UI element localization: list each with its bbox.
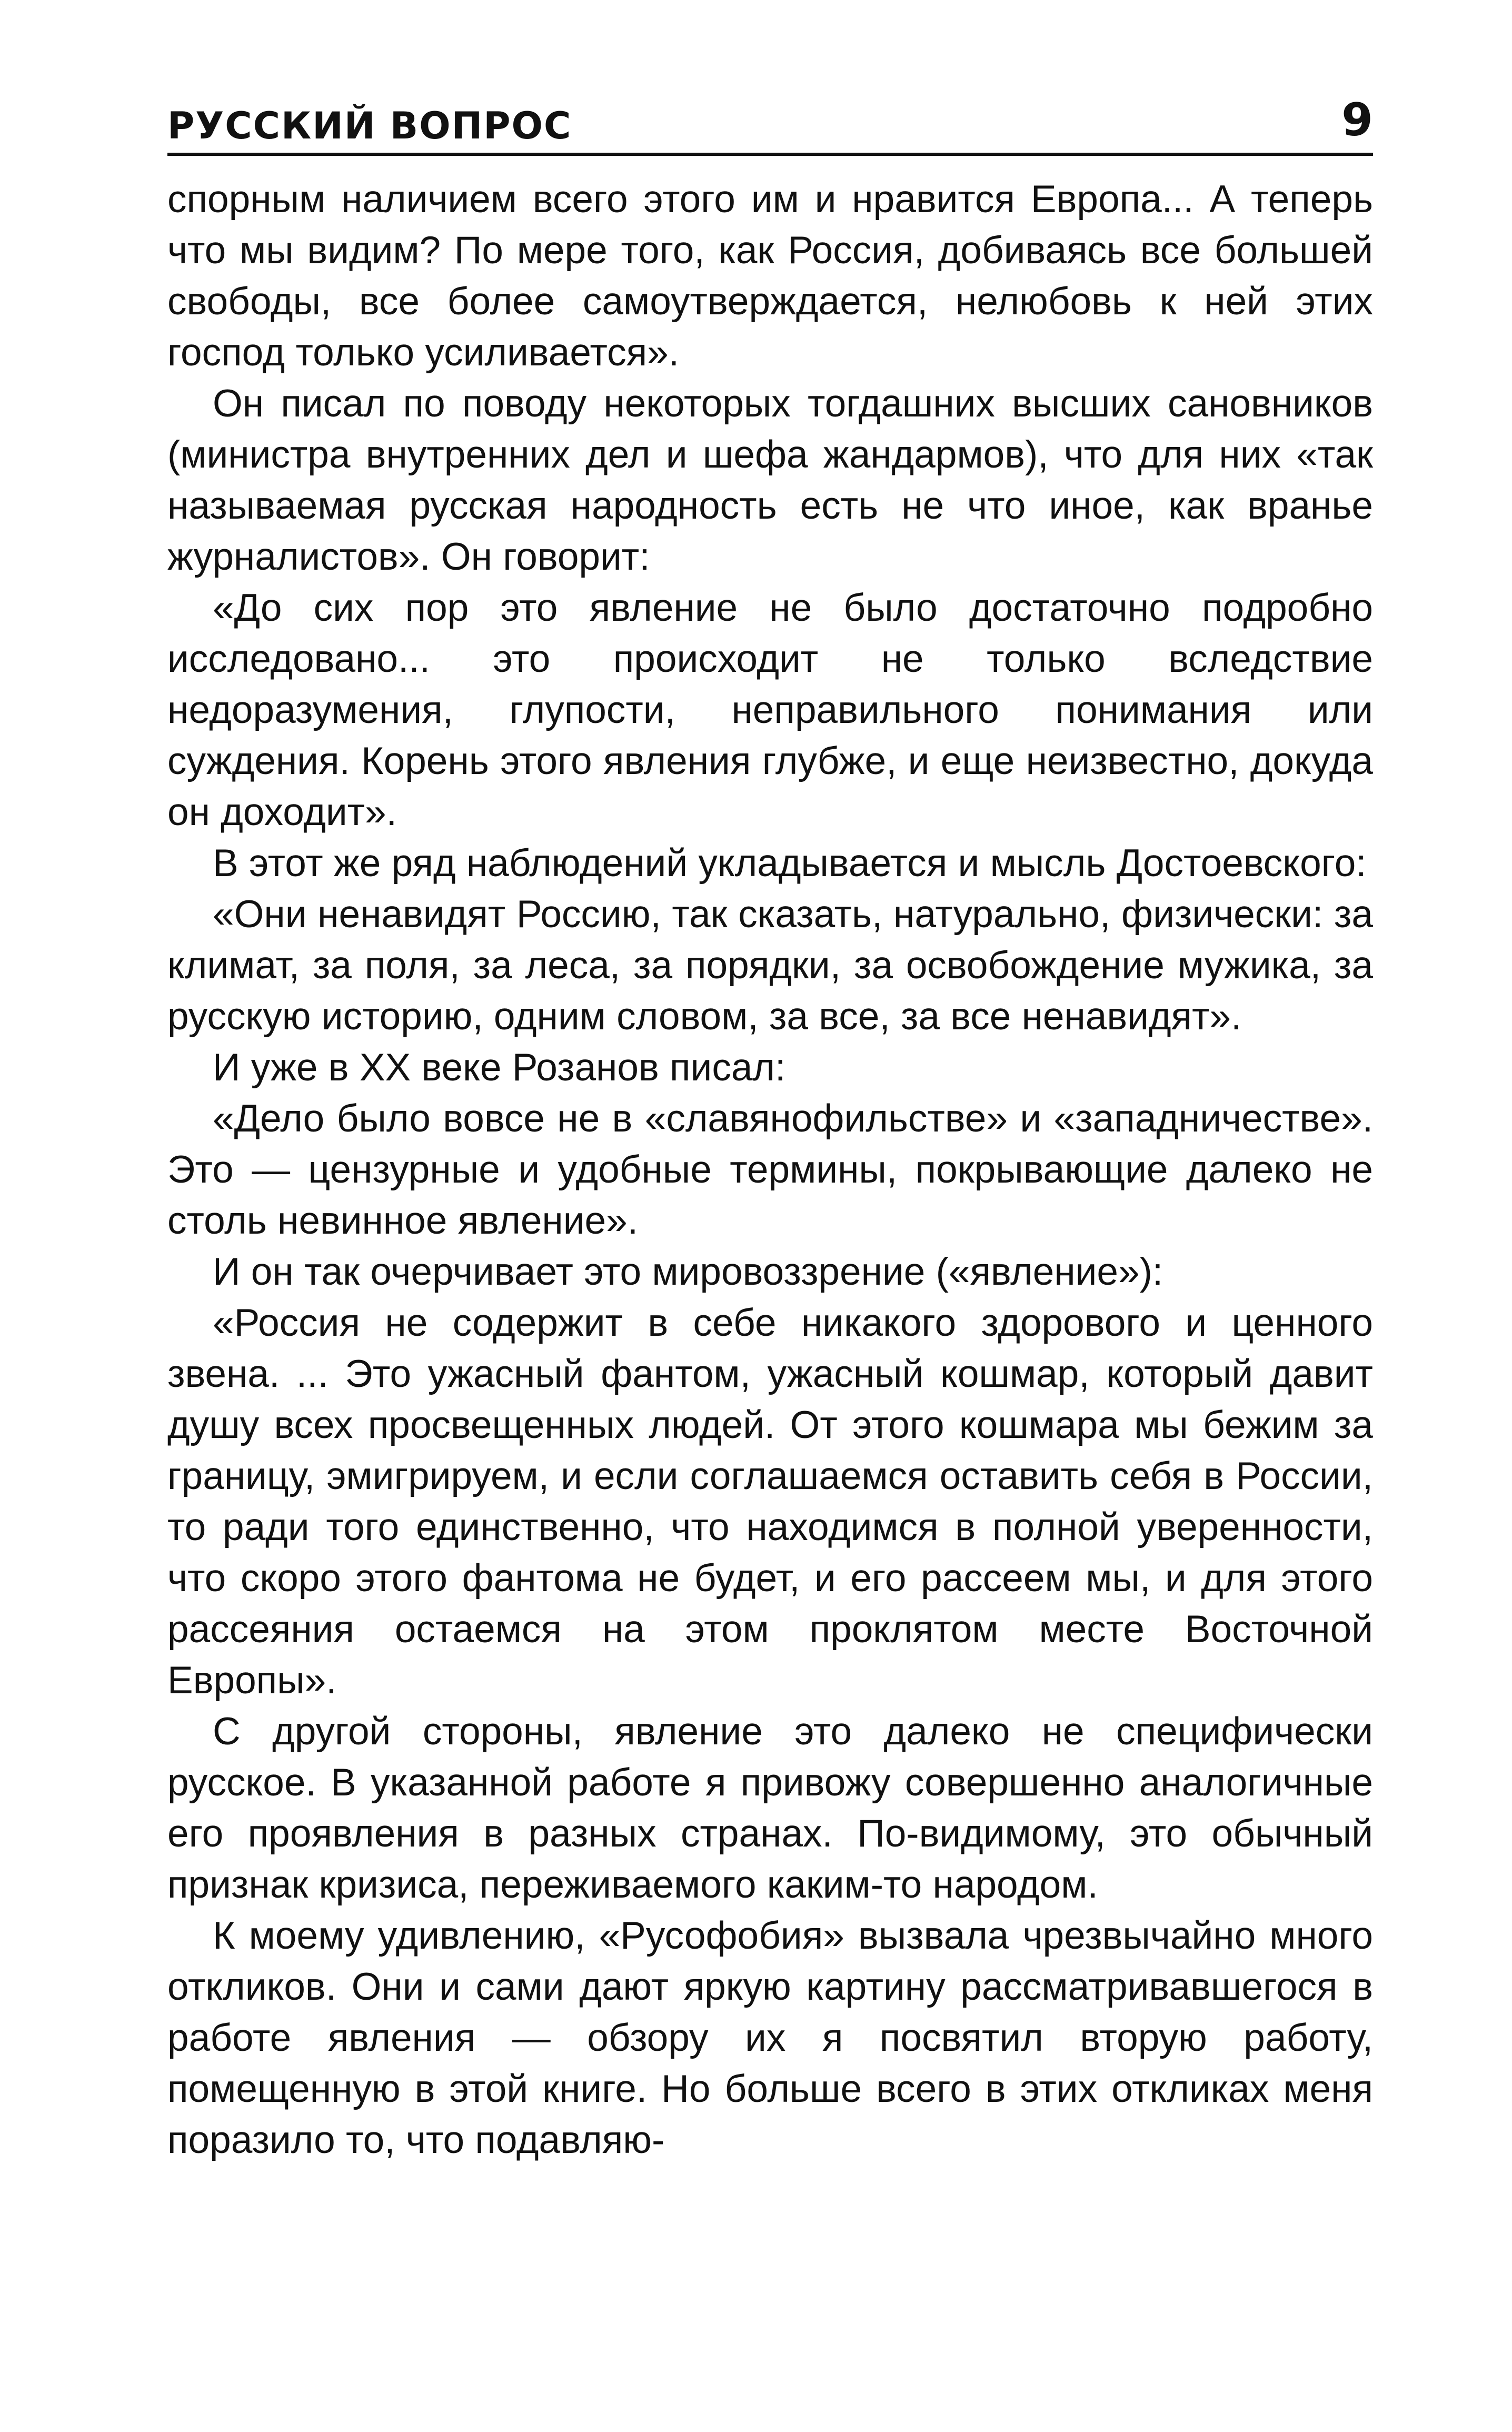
paragraph: Он писал по поводу некоторых тогдашних высших сановников (министра внутренних дел и шефа жандармов), что для них «так называемая русская народность есть не что иное, как вранье журналистов». Он говорит:: [167, 382, 1373, 578]
running-header: [167, 95, 1373, 156]
paragraph: спорным наличием всего этого им и нравится Европа... А теперь что мы видим? По мере того, как Россия, добиваясь все большей свободы, все более самоутверждается, нелюбовь к ней этих господ только усиливается».: [167, 178, 1373, 374]
quote-paragraph: «До сих пор это явление не было достаточно подробно исследовано... это происходит не только вследствие недоразумения, глупости, неправильного понимания или суждения. Корень этого явления глубже, и еще неизвестно, докуда он доходит».: [167, 587, 1373, 833]
paragraph: И он так очерчивает это мировоззрение («явление»):: [213, 1250, 1163, 1293]
body-text: [167, 174, 1373, 2166]
quote-paragraph: «Россия не содержит в себе никакого здорового и ценного звена. ... Это ужасный фантом, ужасный кошмар, который давит душу всех просвещенных людей. От этого кошмара мы бежим за границу, эмигрируем, и если соглашаемся оставить себя в России, то ради того единственно, что находимся в полной уверенности, что скоро этого фантома не будет, и его рассеем мы, и для этого рассеяния остаемся на этом проклятом месте Восточной Европы».: [167, 1302, 1373, 1702]
paragraph: В этот же ряд наблюдений укладывается и мысль Достоевского:: [213, 842, 1367, 885]
paragraph: С другой стороны, явление это далеко не специфически русское. В указанной работе я привожу совершенно аналогичные его проявления в разных странах. По-видимому, это обычный признак кризиса, переживаемого каким-то народом.: [167, 1710, 1373, 1906]
running-title: РУССКИЙ ВОПРОС: [167, 104, 572, 147]
quote-paragraph: «Дело было вовсе не в «славянофильстве» и «западничестве». Это — цензурные и удобные термины, покрывающие далеко не столь невинное явление».: [167, 1097, 1373, 1242]
page-number: 9: [1341, 94, 1373, 146]
quote-paragraph: «Они ненавидят Россию, так сказать, натурально, физически: за климат, за поля, за леса, за порядки, за освобождение мужика, за русскую историю, одним словом, за все, за все ненавидят».: [167, 893, 1373, 1038]
paragraph: К моему удивлению, «Русофобия» вызвала чрезвычайно много откликов. Они и сами дают яркую картину рассматривавшегося в работе явления — обзору их я посвятил вторую работу, помещенную в этой книге. Но больше всего в этих откликах меня поразило то, что подавляю-: [167, 1914, 1373, 2161]
paragraph: И уже в XX веке Розанов писал:: [213, 1046, 786, 1089]
